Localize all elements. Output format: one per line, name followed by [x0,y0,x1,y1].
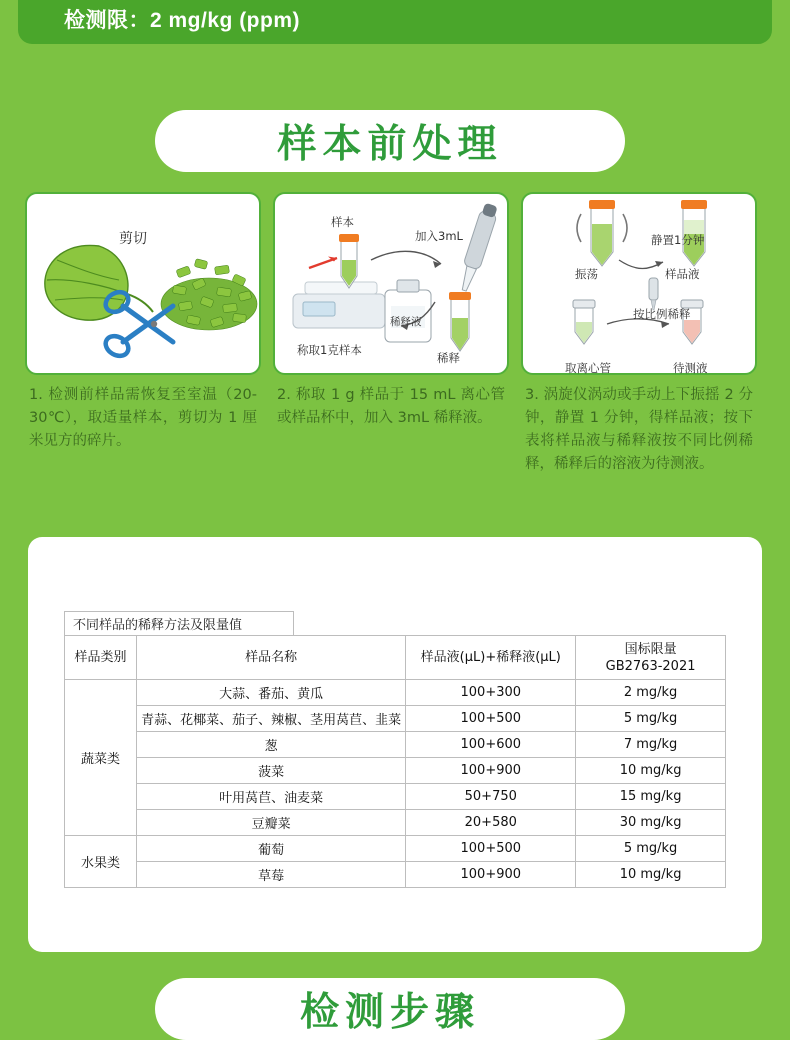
step-3-figure [521,192,757,375]
th-mix-volume: 样品液(μL)+稀释液(μL) [406,636,576,680]
detection-limit-bar [18,0,772,44]
table-header-row [65,636,726,680]
diluent-label: 稀释 [437,351,460,365]
section-title-pill [155,110,625,172]
table-row [65,810,726,836]
dilute-ratio-label: 按比例稀释 [633,307,691,321]
leaf-scissors-illustration [27,194,263,377]
th-sample-name: 样品名称 [136,636,405,680]
dilution-table [64,635,726,888]
cell-mix: 100+500 [406,706,576,732]
cell-category-fruits: 水果类 [65,836,137,888]
cell-mix: 100+500 [406,836,576,862]
cell-sample-name: 葡萄 [136,836,405,862]
th-limit [576,636,726,680]
step-card-3 [521,192,757,476]
shake-label: 振荡 [575,267,598,281]
test-liquid-label: 待测液 [673,361,708,375]
cell-limit: 15 mg/kg [576,784,726,810]
sample-label: 样本 [331,215,354,229]
cell-mix: 50+750 [406,784,576,810]
cell-limit: 30 mg/kg [576,810,726,836]
cut-label: 剪切 [119,231,147,247]
table-row [65,680,726,706]
th-limit-line2: GB2763-2021 [605,658,696,674]
step-2-caption: 2. 称取 1 g 样品于 15 mL 离心管或样品杯中，加入 3mL 稀释液。 [277,387,505,426]
cell-limit: 10 mg/kg [576,862,726,888]
detection-limit-text: 检测限：2 mg/kg (ppm) [64,9,301,32]
step-3-caption: 3. 涡旋仪涡动或手动上下振摇 2 分钟，静置 1 分钟，得样品液；按下表将样品液与稀释液按不同比例稀释，稀释后的溶液为待测液。 [525,387,753,472]
cell-mix: 100+600 [406,732,576,758]
diluent-bottle-label: 稀释液 [390,316,422,328]
centrifuge-tube-label: 取离心管 [565,361,611,375]
table-row [65,706,726,732]
dilution-table-panel [28,537,762,952]
step-2-figure [273,192,509,375]
cell-sample-name: 大蒜、番茄、黄瓜 [136,680,405,706]
vortex-dilute-illustration [523,194,759,377]
next-section-title-pill [155,978,625,1040]
table-caption: 不同样品的稀释方法及限量值 [64,611,294,635]
cell-sample-name: 豆瓣菜 [136,810,405,836]
section-title: 样本前处理 [277,122,503,167]
table-row [65,784,726,810]
cell-limit: 7 mg/kg [576,732,726,758]
next-section-title: 检测步骤 [299,990,480,1035]
cell-limit: 10 mg/kg [576,758,726,784]
th-category: 样品类别 [65,636,137,680]
sample-liquid-label: 样品液 [665,267,700,281]
cell-sample-name: 草莓 [136,862,405,888]
cell-mix: 20+580 [406,810,576,836]
cell-sample-name: 叶用莴苣、油麦菜 [136,784,405,810]
cell-sample-name: 青蒜、花椰菜、茄子、辣椒、茎用莴苣、韭菜 [136,706,405,732]
table-row [65,732,726,758]
step-1-figure [25,192,261,375]
step-1-caption: 1. 检测前样品需恢复至室温（20-30℃），取适量样本，剪切为 1 厘米见方的碎片。 [29,387,257,449]
cell-mix: 100+900 [406,758,576,784]
cell-sample-name: 菠菜 [136,758,405,784]
steps-container [25,192,765,476]
add-3ml-label: 加入3mL [415,229,463,243]
stand-1min-label: 静置1分钟 [651,233,705,247]
cell-limit: 5 mg/kg [576,706,726,732]
cell-limit: 5 mg/kg [576,836,726,862]
table-row [65,836,726,862]
table-row [65,758,726,784]
cell-category-vegetables: 蔬菜类 [65,680,137,836]
step-card-1 [25,192,261,476]
step-card-2 [273,192,509,476]
cell-mix: 100+900 [406,862,576,888]
cell-mix: 100+300 [406,680,576,706]
th-limit-line1: 国标限量 [624,641,677,657]
table-row [65,862,726,888]
cell-sample-name: 葱 [136,732,405,758]
cell-limit: 2 mg/kg [576,680,726,706]
weigh-1g-label: 称取1克样本 [297,343,362,357]
